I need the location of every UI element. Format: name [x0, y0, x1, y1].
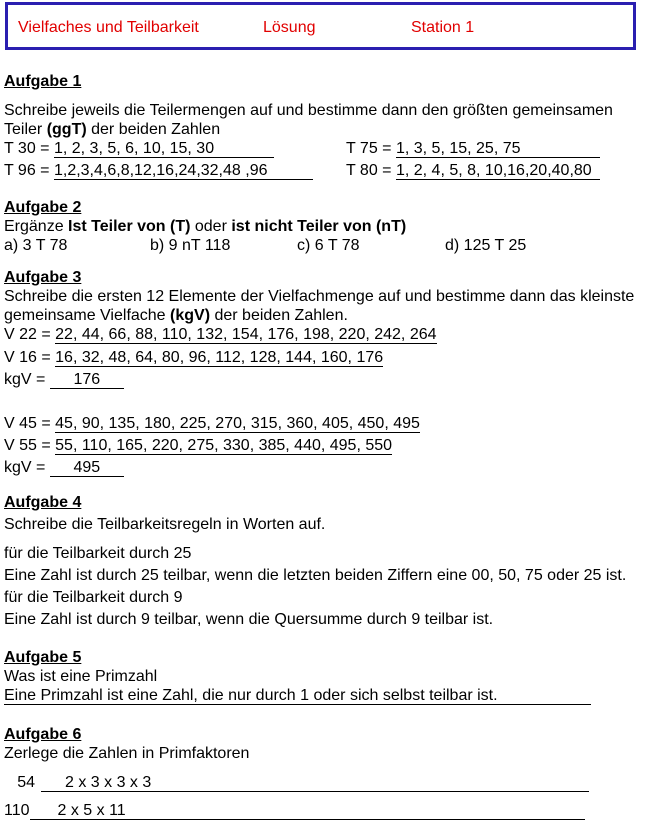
- worksheet-header: [5, 2, 636, 50]
- kgv1-row: kgV = 176: [4, 371, 124, 389]
- task2-d: d) 125 T 25: [445, 237, 527, 254]
- v22-row: V 22 = 22, 44, 66, 88, 110, 132, 154, 176, 198, 220, 242, 264: [4, 326, 437, 343]
- t80-answer: 1, 2, 4, 5, 8, 10,16,20,40,80: [396, 162, 600, 180]
- task5-question: Was ist eine Primzahl: [4, 668, 158, 685]
- task6-instruction: Zerlege die Zahlen in Primfaktoren: [4, 745, 250, 762]
- t96-answer: 1,2,3,4,6,8,12,16,24,32,48 ,96: [54, 162, 313, 180]
- task2-a: a) 3 T 78: [4, 237, 68, 254]
- t80-row: T 80 = 1, 2, 4, 5, 8, 10,16,20,40,80: [346, 162, 600, 180]
- t75-row: T 75 = 1, 3, 5, 15, 25, 75: [346, 140, 600, 158]
- kgv1-answer: 176: [50, 371, 124, 389]
- t30-row: T 30 = 1, 2, 3, 5, 6, 10, 15, 30: [4, 140, 274, 158]
- task3-instruction: Schreibe die ersten 12 Elemente der Vielfachmenge auf und bestimme dann das kleinste: [4, 288, 635, 305]
- factor-answer-54: 2 x 3 x 3 x 3: [41, 774, 589, 792]
- task6-heading: Aufgabe 6: [4, 726, 82, 743]
- rule25-answer: Eine Zahl ist durch 25 teilbar, wenn die letzten beiden Ziffern eine 00, 50, 75 oder 25 ist.: [4, 567, 627, 584]
- v55-answer: 55, 110, 165, 220, 275, 330, 385, 440, 495, 550: [55, 437, 393, 454]
- task5-heading: Aufgabe 5: [4, 649, 82, 666]
- solution-label: Lösung: [263, 19, 316, 36]
- task5-answer: Eine Primzahl ist eine Zahl, die nur durch 1 oder sich selbst teilbar ist.: [4, 687, 591, 705]
- v45-answer: 45, 90, 135, 180, 225, 270, 315, 360, 405, 450, 495: [55, 415, 420, 432]
- t75-answer: 1, 3, 5, 15, 25, 75: [396, 140, 600, 158]
- t96-row: T 96 = 1,2,3,4,6,8,12,16,24,32,48 ,96: [4, 162, 313, 180]
- v55-row: V 55 = 55, 110, 165, 220, 275, 330, 385, 440, 495, 550: [4, 437, 393, 454]
- task2-instruction: Ergänze Ist Teiler von (T) oder ist nicht Teiler von (nT): [4, 218, 407, 235]
- task1-instruction-2: Teiler (ggT) der beiden Zahlen: [4, 121, 221, 138]
- rule9-prompt: für die Teilbarkeit durch 9: [4, 589, 183, 606]
- task4-instruction: Schreibe die Teilbarkeitsregeln in Worten auf.: [4, 516, 326, 533]
- station-label: Station 1: [411, 19, 475, 36]
- worksheet-title: Vielfaches und Teilbarkeit: [18, 19, 199, 36]
- task1-heading: Aufgabe 1: [4, 73, 82, 90]
- task2-heading: Aufgabe 2: [4, 199, 82, 216]
- v16-answer: 16, 32, 48, 64, 80, 96, 112, 128, 144, 160, 176: [55, 349, 384, 366]
- rule9-answer: Eine Zahl ist durch 9 teilbar, wenn die Quersumme durch 9 teilbar ist.: [4, 611, 494, 628]
- task2-c: c) 6 T 78: [297, 237, 360, 254]
- task5-answer-row: [4, 687, 591, 705]
- task3-heading: Aufgabe 3: [4, 269, 82, 286]
- task3-instruction-2: gemeinsame Vielfache (kgV) der beiden Zahlen.: [4, 307, 348, 324]
- kgv2-row: kgV = 495: [4, 459, 124, 477]
- factor-answer-110: 2 x 5 x 11: [30, 802, 585, 820]
- rule25-prompt: für die Teilbarkeit durch 25: [4, 545, 192, 562]
- t30-answer: 1, 2, 3, 5, 6, 10, 15, 30: [54, 140, 274, 158]
- factor-row-110: 110 2 x 5 x 11: [4, 802, 585, 820]
- task4-heading: Aufgabe 4: [4, 494, 82, 511]
- kgv2-answer: 495: [50, 459, 124, 477]
- task2-b: b) 9 nT 118: [150, 237, 231, 254]
- task1-instruction: Schreibe jeweils die Teilermengen auf und bestimme dann den größten gemeinsamen: [4, 102, 613, 119]
- v45-row: V 45 = 45, 90, 135, 180, 225, 270, 315, 360, 405, 450, 495: [4, 415, 420, 432]
- v16-row: V 16 = 16, 32, 48, 64, 80, 96, 112, 128, 144, 160, 176: [4, 349, 384, 366]
- factor-row-54: 54 2 x 3 x 3 x 3: [4, 774, 589, 792]
- v22-answer: 22, 44, 66, 88, 110, 132, 154, 176, 198, 220, 242, 264: [55, 326, 437, 343]
